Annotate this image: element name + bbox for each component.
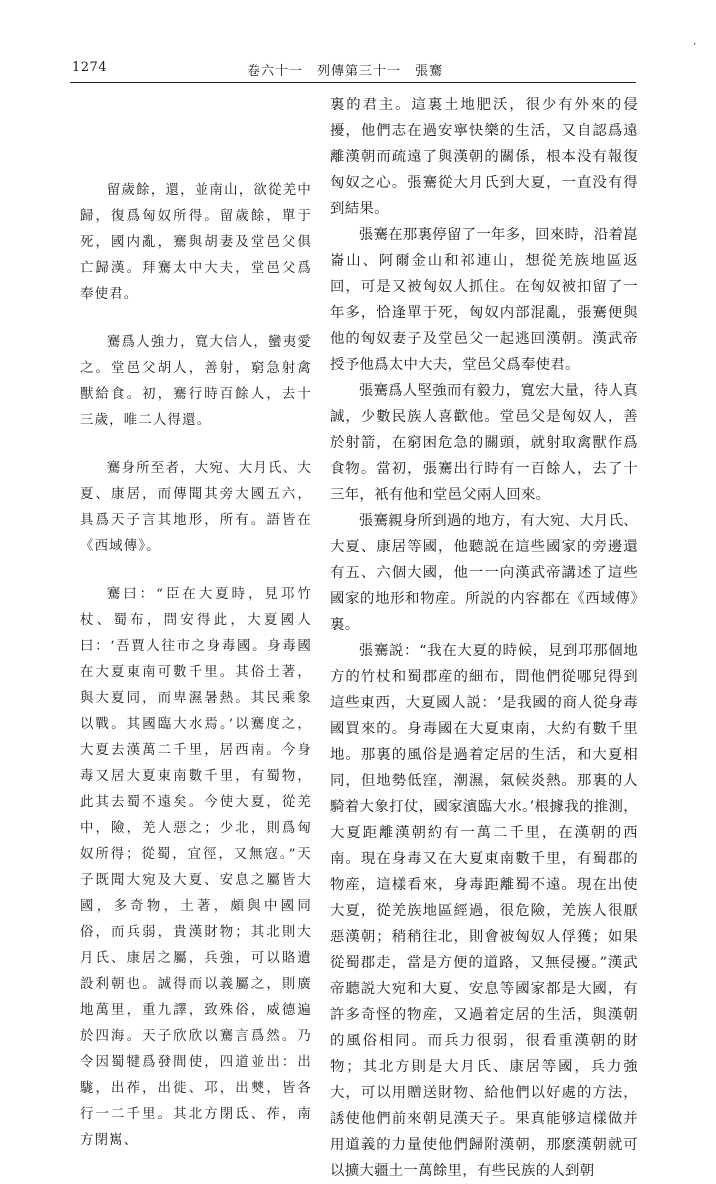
page-number: 1274	[72, 60, 108, 75]
classical-paragraph: 騫曰：“臣在大夏時，見邛竹杖、蜀布，問安得此，大夏國人曰：‘吾賈人往市之身毒國。身毒國在大夏東南可數千里。其俗土著，與大夏同，而卑濕暑熱。其民乘象以戰。其國臨大水焉。’以騫度之，大夏去漢萬二千里，居西南。今身毒又居大夏東南數千里，有蜀物，此其去蜀不遠矣。今使大夏，從羌中，險，羌人惡之；少北，則爲匈奴所得；從蜀，宜徑，又無寇。”天子既聞大宛及大夏、安息之屬皆大國，多奇物，土著，頗與中國同俗，而兵弱，貴漢財物；其北則大月氏、康居之屬，兵強，可以賂遺設利朝也。誠得而以義屬之，則廣地萬里，重九譯，致殊俗，威德遍於四海。天子欣欣以騫言爲然。乃令因蜀犍爲發間使，四道並出：出駹，出莋，出徙、邛，出僰，皆各行一二千里。其北方閉氐、莋，南方閉嶲、	[80, 587, 312, 1148]
translation-paragraph: 張騫親身所到過的地方，有大宛、大月氏、大夏、康居等國，他聽説在這些國家的旁邊還有五、六個大國，他一一向漢武帝講述了這些國家的地形和物産。所説的内容都在《西域傳》裏。	[330, 513, 638, 633]
translation-paragraph: 張騫在那裏停留了一年多，回來時，沿着崑崙山、阿爾金山和祁連山，想從羌族地區返回，可是又被匈奴人抓住。在匈奴被扣留了一年多，恰逢單于死，匈奴内部混亂，張騫便與他的匈奴妻子及堂邑父一起逃回漢朝。漢武帝授予他爲太中大夫，堂邑父爲奉使君。	[330, 227, 638, 373]
translation-paragraph: 張騫説：“我在大夏的時候，見到邛那個地方的竹杖和蜀郡産的細布，問他們從哪兒得到這些東西，大夏國人説：‘是我國的商人從身毒國買來的。身毒國在大夏東南，大約有數千里地。那裏的風俗是過着定居的生活，和大夏相同，但地勢低窪，潮濕，氣候炎熱。那裏的人騎着大象打仗，國家濱臨大水。’根據我的推測，大夏距離漢朝約有一萬二千里，在漢朝的西南。現在身毒又在大夏東南數千里，有蜀郡的物産，這樣看來，身毒距離蜀不遠。現在出使大夏，從羌族地區經過，很危險，羌族人很厭惡漢朝；稍稍往北，則會被匈奴人俘獲；如果從蜀郡走，當是方便的道路，又無侵擾。”漢武帝聽説大宛和大夏、安息等國家都是大國，有許多奇怪的物産，又過着定居的生活，與漢朝的風俗相同。而兵力很弱，很看重漢朝的財物；其北方則是大月氏、康居等國，兵力強大，可以用贈送財物、給他們以好處的方法，誘使他們前來朝見漢天子。果真能够這樣做并用道義的力量使他們歸附漢朝，那麽漢朝就可以擴大疆土一萬餘里，有些民族的人到朝	[330, 643, 638, 1179]
classical-paragraph: 騫爲人強力，寬大信人，蠻夷愛之。堂邑父胡人，善射，窮急射禽獸給食。初，騫行時百餘人，去十三歲，唯二人得還。	[80, 335, 312, 428]
running-title: 卷六十一 列傳第三十一 張騫	[247, 64, 444, 79]
classical-text-column	[80, 178, 312, 1176]
margin-mark: ʻ	[693, 42, 697, 53]
running-header	[72, 60, 632, 84]
translation-paragraph: 裏的君主。這裏土地肥沃，很少有外來的侵擾，他們志在過安寧快樂的生活，又自認爲遠離漢朝而疏遠了與漢朝的關係，根本没有報復匈奴之心。張騫從大月氏到大夏，一直没有得到結果。	[330, 97, 638, 217]
translation-paragraph: 張騫爲人堅強而有毅力，寬宏大量，待人真誠，少數民族人喜歡他。堂邑父是匈奴人，善於射箭，在窮困危急的關頭，就射取禽獸作爲食物。當初，張騫出行時有一百餘人，去了十三年，衹有他和堂邑父兩人回來。	[330, 383, 638, 503]
translation-column	[330, 92, 638, 1184]
header-rule	[70, 82, 636, 83]
classical-paragraph: 留歲餘，還，並南山，欲從羌中歸，復爲匈奴所得。留歲餘，單于死，國内亂，騫與胡妻及堂邑父俱亡歸漢。拜騫太中大夫，堂邑父爲奉使君。	[80, 183, 312, 302]
classical-paragraph: 騫身所至者，大宛、大月氏、大夏、康居，而傳聞其旁大國五六，具爲天子言其地形，所有。語皆在《西域傳》。	[80, 461, 312, 554]
